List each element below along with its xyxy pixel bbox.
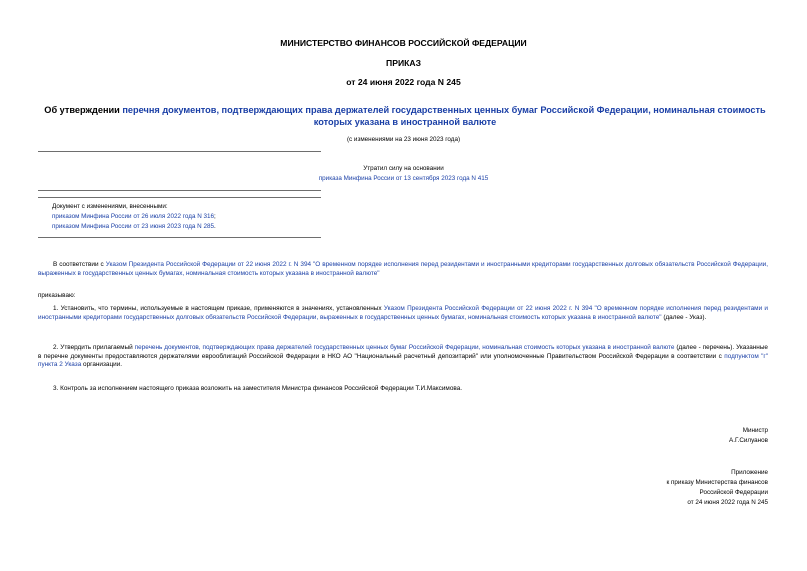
preamble-paragraph (38, 261, 768, 278)
divider (38, 190, 321, 191)
point-2-text: 2. Утвердить прилагаемый (53, 344, 135, 351)
doc-type-heading: ПРИКАЗ (386, 58, 421, 68)
expired-link[interactable]: приказа Минфина России от 13 сентября 2023 года N 415 (318, 175, 489, 182)
appendix-line: Приложение (731, 469, 768, 476)
point-3: 3. Контроль за исполнением настоящего приказа возложить на заместителя Министра финансов Российской Федерации Т.И.Максимова. (53, 385, 463, 392)
point-1 (38, 305, 768, 322)
changes-item-suffix: ; (214, 213, 216, 220)
title-prefix: Об утверждении (44, 105, 123, 115)
point-2-mid: (далее - перечень). Указанные в перечне документы предоставляются держателями еврооблигаций Российской Федерации в НКО АО "Национальный расчетный депозитарий" или уполномоченные Правительством Российской Федерации в соответствии с (38, 344, 768, 360)
appendix-line: к приказу Министерства финансов (666, 479, 768, 486)
point-2-tail: организации. (81, 361, 123, 369)
point-1-text: 1. Установить, что термины, используемые в настоящем приказе, применяются в значениях, установленных (53, 305, 384, 312)
decree-link[interactable]: Указом Президента Российской Федерации от 22 июня 2022 г. N 394 "О временном порядке исполнения перед резидентами и иностранными кредиторами государственных долговых обязательств Российской Федерации, выраженных в государственных ценных бумагах, номинальная стоимость которых указана в иностранной валюте" (38, 305, 768, 321)
changes-item-suffix: . (213, 223, 216, 230)
preamble-text: В соответствии с (53, 261, 106, 268)
point-1-tail: (далее - Указ). (661, 313, 707, 321)
point-2 (38, 344, 768, 370)
changes-item (52, 213, 352, 222)
changes-intro: Документ с изменениями, внесенными: (52, 203, 168, 210)
changes-item (52, 223, 352, 232)
changes-item-link[interactable]: приказом Минфина России от 26 июля 2022 года N 316 (52, 213, 215, 220)
expired-note: Утратил силу на основании (363, 165, 444, 172)
doc-date-number: от 24 июня 2022 года N 245 (346, 77, 461, 87)
expired-link-line (0, 175, 807, 184)
signature-name: А.Г.Силуанов (729, 437, 768, 444)
order-word: приказываю: (38, 292, 76, 299)
divider (38, 151, 321, 152)
document-title (40, 104, 770, 128)
divider (38, 197, 321, 198)
divider (38, 237, 321, 238)
list-link[interactable]: перечень документов, подтверждающих права держателей государственных ценных бумаг Российской Федерации, номинальная стоимость которых указана в иностранной валюте (134, 344, 675, 351)
changes-item-link[interactable]: приказом Минфина России от 23 июня 2023 года N 285 (52, 223, 214, 230)
title-link[interactable]: перечня документов, подтверждающих права держателей государственных ценных бумаг Российской Федерации, номинальная стоимость которых указана в иностранной валюте (122, 105, 766, 127)
amended-note: (с изменениями на 23 июня 2023 года) (346, 136, 461, 143)
ministry-heading: МИНИСТЕРСТВО ФИНАНСОВ РОССИЙСКОЙ ФЕДЕРАЦИИ (280, 38, 527, 48)
appendix-line: Российской Федерации (699, 489, 768, 496)
signature-position: Министр (742, 427, 768, 434)
subpoint-link[interactable]: подпунктом "г" пункта 2 Указа (38, 352, 768, 369)
decree-link[interactable]: Указом Президента Российской Федерации от 22 июня 2022 г. N 394 "О временном порядке исполнения перед резидентами и иностранными кредиторами государственных долговых обязательств Российской Федерации, выраженных в государственных ценных бумагах, номинальная стоимость которых указана в иностранной валюте" (38, 261, 768, 277)
appendix-line: от 24 июня 2022 года N 245 (687, 499, 768, 506)
